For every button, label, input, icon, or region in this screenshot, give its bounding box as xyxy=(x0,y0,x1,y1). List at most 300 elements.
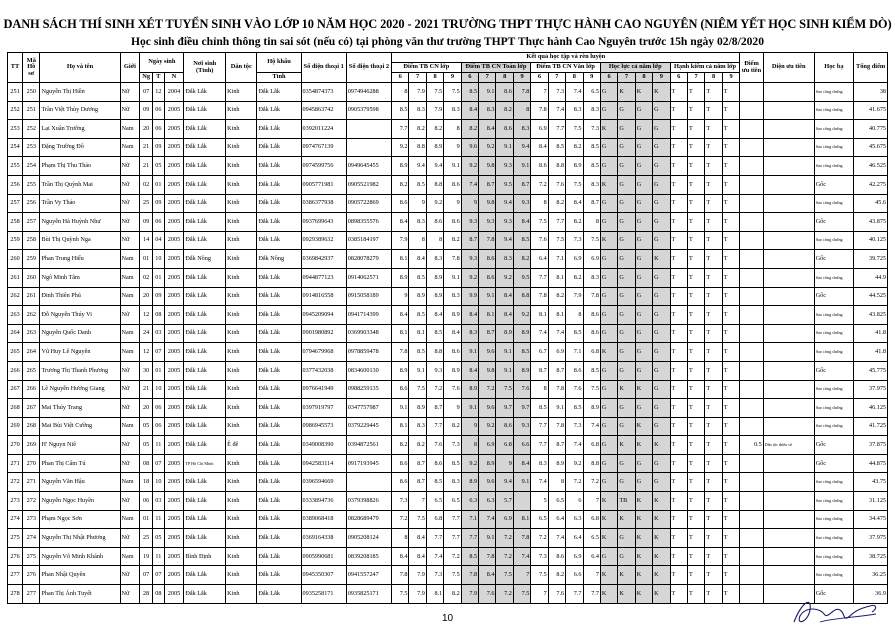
cell-diem-tb: 7.5 xyxy=(426,83,443,102)
cell-hoc-luc: G xyxy=(635,399,652,418)
cell-ten: Mai Thúy Trang xyxy=(40,399,120,418)
cell-diem-toan: 8.1 xyxy=(479,306,496,325)
cell-sdt2: 0905208124 xyxy=(346,529,391,548)
cell-t: 03 xyxy=(153,324,165,343)
cell-hoc-luc: G xyxy=(600,250,617,269)
cell-hoc-ba: Sao công chứng xyxy=(814,380,853,399)
cell-diem-toan: 9 xyxy=(496,454,513,473)
cell-diem-uu-tien xyxy=(740,492,763,511)
cell-hoc-luc: G xyxy=(635,120,652,139)
cell-ma: 250 xyxy=(23,83,40,102)
cell-sdt2: 0949645455 xyxy=(346,157,391,176)
cell-diem-van: 5 xyxy=(531,492,548,511)
cell-hoc-luc: G xyxy=(618,343,635,362)
cell-dan-toc: Kinh xyxy=(226,194,257,213)
cell-diem-van: 6.9 xyxy=(531,120,548,139)
cell-diem-van: 6.3 xyxy=(566,510,583,529)
cell-tinh: Đắk Lắk xyxy=(257,138,301,157)
col-gioi: Giới xyxy=(120,53,140,83)
cell-diem-van: 6.9 xyxy=(566,547,583,566)
cell-hanh-kiem: T xyxy=(687,250,704,269)
cell-diem-van: 8.3 xyxy=(531,454,548,473)
cell-diem-tb: 8.1 xyxy=(426,585,443,604)
cell-hanh-kiem: T xyxy=(687,343,704,362)
cell-gioi: Nữ xyxy=(120,585,140,604)
cell-ng: 30 xyxy=(140,361,153,380)
cell-diem-van: 6.5 xyxy=(583,529,600,548)
cell-noi-sinh: Đắk Lắk xyxy=(184,566,226,585)
cell-hoc-luc: K xyxy=(618,380,635,399)
cell-diem-tb: 8.6 xyxy=(444,343,461,362)
cell-dien-uu-tien xyxy=(763,454,814,473)
cell-sdt2: 0369903348 xyxy=(346,324,391,343)
cell-tong-diem: 43.75 xyxy=(854,473,888,492)
cell-hoc-luc: G xyxy=(618,101,635,120)
cell-hanh-kiem: T xyxy=(722,492,740,511)
cell-t: 07 xyxy=(153,454,165,473)
cell-diem-toan: 8.4 xyxy=(513,454,530,473)
cell-diem-toan: 9.4 xyxy=(496,473,513,492)
cell-hoc-luc: G xyxy=(653,399,670,418)
cell-tt: 274 xyxy=(8,510,23,529)
cell-ten: Phạm Thị Thu Thảo xyxy=(40,157,120,176)
cell-diem-tb: 8.9 xyxy=(392,361,409,380)
cell-tinh: Đắk Lắk xyxy=(257,399,301,418)
cell-tong-diem: 37.875 xyxy=(854,436,888,455)
cell-diem-tb: 8.2 xyxy=(392,175,409,194)
table-row xyxy=(8,436,888,455)
cell-diem-van: 7.7 xyxy=(566,585,583,604)
cell-hoc-luc: K xyxy=(635,585,652,604)
cell-dien-uu-tien xyxy=(763,473,814,492)
cell-diem-uu-tien xyxy=(740,138,763,157)
table-row xyxy=(8,83,888,102)
cell-diem-tb: 8 xyxy=(392,83,409,102)
cell-noi-sinh: Đắk Lắk xyxy=(184,138,226,157)
cell-hanh-kiem: T xyxy=(670,83,687,102)
cell-ma: 257 xyxy=(23,213,40,232)
cell-ng: 02 xyxy=(140,268,153,287)
cell-diem-tb: 7.5 xyxy=(444,566,461,585)
cell-t: 08 xyxy=(153,585,165,604)
cell-hoc-luc: G xyxy=(653,306,670,325)
cell-diem-tb: 9.4 xyxy=(409,157,426,176)
cell-diem-uu-tien: 0.5 xyxy=(740,436,763,455)
cell-diem-van: 8.9 xyxy=(566,157,583,176)
table-row xyxy=(8,547,888,566)
cell-tt: 267 xyxy=(8,380,23,399)
grade-label: 8 xyxy=(705,73,722,83)
cell-diem-van: 7.7 xyxy=(531,436,548,455)
cell-diem-uu-tien xyxy=(740,83,763,102)
cell-sdt2: 0905379598 xyxy=(346,101,391,120)
cell-diem-van: 7.5 xyxy=(566,120,583,139)
cell-hoc-luc: K xyxy=(635,83,652,102)
cell-sdt2: 0941714399 xyxy=(346,306,391,325)
cell-tt: 252 xyxy=(8,101,23,120)
cell-diem-tb: 6.8 xyxy=(426,510,443,529)
cell-t: 06 xyxy=(153,417,165,436)
cell-tt: 272 xyxy=(8,473,23,492)
col-hoc-luc: Học lực cả năm lớp xyxy=(600,63,670,73)
cell-hoc-luc: G xyxy=(635,473,652,492)
cell-tt: 263 xyxy=(8,306,23,325)
cell-ng: 20 xyxy=(140,287,153,306)
cell-noi-sinh: Đắk Lắk xyxy=(184,436,226,455)
cell-noi-sinh: Đắk Lắk xyxy=(184,473,226,492)
cell-sdt1: 0945863742 xyxy=(301,101,346,120)
cell-diem-tb: 8.4 xyxy=(392,306,409,325)
cell-hoc-luc: K xyxy=(618,83,635,102)
cell-diem-van: 8.6 xyxy=(548,547,565,566)
cell-ma: 272 xyxy=(23,492,40,511)
cell-hanh-kiem: T xyxy=(705,231,722,250)
cell-ten: Đinh Thiên Phú xyxy=(40,287,120,306)
cell-t: 11 xyxy=(153,436,165,455)
cell-sdt2: 0915058189 xyxy=(346,287,391,306)
grade-label: 6 xyxy=(531,73,548,83)
cell-diem-van: 8.5 xyxy=(566,399,583,418)
cell-dien-uu-tien xyxy=(763,324,814,343)
cell-ng: 25 xyxy=(140,194,153,213)
cell-hoc-luc: G xyxy=(618,399,635,418)
cell-diem-tb: 6.5 xyxy=(444,492,461,511)
cell-diem-toan: 8.9 xyxy=(496,324,513,343)
cell-hanh-kiem: T xyxy=(722,585,740,604)
cell-diem-toan: 8.3 xyxy=(513,120,530,139)
cell-diem-uu-tien xyxy=(740,454,763,473)
cell-hanh-kiem: T xyxy=(722,324,740,343)
cell-n: 2005 xyxy=(164,213,184,232)
cell-diem-van: 8.5 xyxy=(583,157,600,176)
cell-hoc-ba: Sao công chứng xyxy=(814,157,853,176)
cell-diem-tb: 8.6 xyxy=(444,175,461,194)
cell-diem-tb: 8.5 xyxy=(426,473,443,492)
cell-diem-toan: 9.3 xyxy=(461,250,478,269)
cell-diem-tb: 7.9 xyxy=(392,231,409,250)
cell-diem-toan: 9.1 xyxy=(496,138,513,157)
cell-diem-tb: 7.5 xyxy=(444,83,461,102)
cell-hoc-ba: Sao công chứng xyxy=(814,492,853,511)
cell-hanh-kiem: T xyxy=(722,194,740,213)
cell-hoc-luc: G xyxy=(635,306,652,325)
cell-hoc-luc: G xyxy=(618,120,635,139)
cell-diem-van: 8.6 xyxy=(566,361,583,380)
cell-diem-van: 7.8 xyxy=(583,287,600,306)
cell-ma: 254 xyxy=(23,157,40,176)
cell-tt: 260 xyxy=(8,250,23,269)
cell-diem-toan: 8.7 xyxy=(479,324,496,343)
cell-tinh: Đắk Lắk xyxy=(257,510,301,529)
cell-hoc-luc: K xyxy=(653,83,670,102)
cell-t: 06 xyxy=(153,213,165,232)
cell-diem-toan: 9.8 xyxy=(479,157,496,176)
cell-hoc-luc: G xyxy=(600,306,617,325)
cell-diem-tb: 7.3 xyxy=(392,492,409,511)
cell-diem-tb: 8.3 xyxy=(409,417,426,436)
cell-hoc-ba: Sao công chứng xyxy=(814,510,853,529)
cell-noi-sinh: Đắk Lắk xyxy=(184,268,226,287)
cell-diem-toan: 8.9 xyxy=(479,454,496,473)
cell-diem-van: 8.2 xyxy=(548,194,565,213)
cell-diem-tb: 8.8 xyxy=(426,343,443,362)
cell-hanh-kiem: T xyxy=(722,529,740,548)
cell-hoc-luc: G xyxy=(653,120,670,139)
cell-hanh-kiem: T xyxy=(705,287,722,306)
cell-n: 2005 xyxy=(164,231,184,250)
cell-hanh-kiem: T xyxy=(687,566,704,585)
cell-diem-toan: 8.6 xyxy=(496,417,513,436)
cell-sdt1: 0929389632 xyxy=(301,231,346,250)
grade-label: 7 xyxy=(479,73,496,83)
cell-ng: 06 xyxy=(140,492,153,511)
cell-t: 08 xyxy=(153,306,165,325)
cell-tong-diem: 40.775 xyxy=(854,120,888,139)
cell-hanh-kiem: T xyxy=(705,510,722,529)
cell-sdt1: 0914816558 xyxy=(301,287,346,306)
col-t: T xyxy=(153,73,165,83)
col-ho-khau: Hộ khẩu xyxy=(257,53,301,73)
cell-hanh-kiem: T xyxy=(670,473,687,492)
cell-n: 2005 xyxy=(164,343,184,362)
cell-sdt1: 0377432038 xyxy=(301,361,346,380)
cell-hoc-ba: Sao công chứng xyxy=(814,399,853,418)
cell-diem-tb: 8.9 xyxy=(426,287,443,306)
cell-ma: 263 xyxy=(23,324,40,343)
cell-diem-tb: 7.9 xyxy=(409,566,426,585)
cell-hanh-kiem: T xyxy=(670,101,687,120)
cell-diem-toan: 7.4 xyxy=(461,175,478,194)
cell-diem-tb: 7.3 xyxy=(444,436,461,455)
cell-hoc-luc: G xyxy=(635,213,652,232)
cell-diem-toan: 9.7 xyxy=(513,399,530,418)
cell-hanh-kiem: T xyxy=(722,231,740,250)
cell-diem-toan: 8.2 xyxy=(513,250,530,269)
cell-diem-toan: 9.1 xyxy=(479,83,496,102)
cell-hanh-kiem: T xyxy=(705,324,722,343)
cell-diem-van: 8.7 xyxy=(531,361,548,380)
cell-hanh-kiem: T xyxy=(705,250,722,269)
cell-tt: 253 xyxy=(8,120,23,139)
cell-diem-toan: 9.4 xyxy=(496,231,513,250)
col-ngay-sinh: Ngày sinh xyxy=(140,53,184,73)
cell-hoc-luc: G xyxy=(618,324,635,343)
cell-diem-uu-tien xyxy=(740,529,763,548)
cell-hanh-kiem: T xyxy=(722,436,740,455)
cell-diem-uu-tien xyxy=(740,268,763,287)
cell-ma: 265 xyxy=(23,361,40,380)
cell-sdt2: 0385184197 xyxy=(346,231,391,250)
cell-hanh-kiem: T xyxy=(687,473,704,492)
cell-diem-tb: 8.9 xyxy=(392,157,409,176)
cell-diem-van: 8.1 xyxy=(548,268,565,287)
cell-diem-tb: 8.6 xyxy=(392,194,409,213)
cell-tong-diem: 45.6 xyxy=(854,194,888,213)
cell-hanh-kiem: T xyxy=(722,83,740,102)
cell-diem-tb: 7.8 xyxy=(444,250,461,269)
cell-dien-uu-tien xyxy=(763,510,814,529)
cell-sdt2: 0898355576 xyxy=(346,213,391,232)
cell-diem-van: 7.9 xyxy=(566,287,583,306)
cell-hoc-luc: G xyxy=(618,417,635,436)
cell-hanh-kiem: T xyxy=(687,547,704,566)
cell-tt: 271 xyxy=(8,454,23,473)
cell-diem-tb: 7.7 xyxy=(392,120,409,139)
cell-gioi: Nam xyxy=(120,120,140,139)
cell-tt: 275 xyxy=(8,529,23,548)
cell-gioi: Nữ xyxy=(120,454,140,473)
cell-tong-diem: 41.725 xyxy=(854,417,888,436)
cell-hanh-kiem: T xyxy=(722,287,740,306)
cell-diem-toan: 7.4 xyxy=(513,547,530,566)
cell-hanh-kiem: T xyxy=(722,157,740,176)
cell-ten: Nguyễn Thị Nhật Phương xyxy=(40,529,120,548)
cell-hoc-ba: Gốc xyxy=(814,213,853,232)
cell-diem-van: 6.6 xyxy=(566,566,583,585)
cell-hoc-luc: G xyxy=(635,175,652,194)
cell-hoc-ba: Gốc xyxy=(814,287,853,306)
cell-hanh-kiem: T xyxy=(687,492,704,511)
cell-dien-uu-tien xyxy=(763,268,814,287)
table-row xyxy=(8,287,888,306)
cell-hoc-luc: G xyxy=(618,547,635,566)
cell-diem-tb: 9.1 xyxy=(409,361,426,380)
cell-gioi: Nam xyxy=(120,138,140,157)
cell-hoc-ba: Sao công chứng xyxy=(814,268,853,287)
cell-diem-tb: 8.3 xyxy=(444,101,461,120)
cell-sdt1: 0389068418 xyxy=(301,510,346,529)
cell-gioi: Nam xyxy=(120,250,140,269)
cell-tong-diem: 43.825 xyxy=(854,306,888,325)
cell-sdt1: 0986945573 xyxy=(301,417,346,436)
cell-sdt1: 0935258171 xyxy=(301,585,346,604)
cell-ten: Trần Vy Thảo xyxy=(40,194,120,213)
cell-hanh-kiem: T xyxy=(670,361,687,380)
cell-diem-toan: 9.1 xyxy=(513,157,530,176)
grade-label: 9 xyxy=(722,73,740,83)
cell-diem-toan: 8.9 xyxy=(461,473,478,492)
cell-diem-van: 8.2 xyxy=(566,213,583,232)
cell-tong-diem: 31.125 xyxy=(854,492,888,511)
cell-hoc-luc: G xyxy=(618,361,635,380)
cell-sdt1: 0392011224 xyxy=(301,120,346,139)
cell-diem-toan: 7.8 xyxy=(513,83,530,102)
cell-ng: 25 xyxy=(140,529,153,548)
cell-diem-van: 6 xyxy=(566,492,583,511)
cell-gioi: Nữ xyxy=(120,306,140,325)
col-diem-tb: Điểm TB CN lớp xyxy=(392,63,462,73)
cell-diem-toan xyxy=(513,492,530,511)
cell-sdt2: 0834600130 xyxy=(346,361,391,380)
cell-tt: 265 xyxy=(8,343,23,362)
cell-hanh-kiem: T xyxy=(670,510,687,529)
cell-hanh-kiem: T xyxy=(670,324,687,343)
cell-diem-van: 8.2 xyxy=(548,566,565,585)
cell-hoc-luc: G xyxy=(600,417,617,436)
cell-diem-toan: 9.2 xyxy=(496,268,513,287)
cell-diem-toan: 9.8 xyxy=(479,194,496,213)
cell-hanh-kiem: T xyxy=(687,287,704,306)
grade-label: 7 xyxy=(618,73,635,83)
grade-label: 8 xyxy=(635,73,652,83)
cell-sdt1: 0794679968 xyxy=(301,343,346,362)
cell-dan-toc: Kinh xyxy=(226,492,257,511)
cell-hoc-luc: G xyxy=(600,324,617,343)
cell-noi-sinh: Đắk Lắk xyxy=(184,399,226,418)
cell-ng: 14 xyxy=(140,231,153,250)
grade-label: 7 xyxy=(409,73,426,83)
cell-diem-toan: 9.3 xyxy=(496,213,513,232)
cell-dan-toc: Kinh xyxy=(226,473,257,492)
cell-diem-uu-tien xyxy=(740,194,763,213)
cell-hoc-ba: Sao công chứng xyxy=(814,417,853,436)
cell-tt: 268 xyxy=(8,399,23,418)
cell-gioi: Nữ xyxy=(120,436,140,455)
cell-diem-van: 7.3 xyxy=(566,231,583,250)
cell-sdt1: 0945209094 xyxy=(301,306,346,325)
cell-hanh-kiem: T xyxy=(705,547,722,566)
cell-hoc-luc: K xyxy=(600,492,617,511)
cell-hoc-luc: G xyxy=(618,138,635,157)
cell-hanh-kiem: T xyxy=(687,454,704,473)
cell-diem-toan: 8 xyxy=(461,436,478,455)
cell-n: 2005 xyxy=(164,324,184,343)
cell-n: 2005 xyxy=(164,566,184,585)
cell-hanh-kiem: T xyxy=(670,268,687,287)
cell-sdt2: 0828078279 xyxy=(346,250,391,269)
cell-diem-toan: 8.6 xyxy=(496,120,513,139)
cell-hanh-kiem: T xyxy=(687,324,704,343)
cell-tinh: Đắk Lắk xyxy=(257,436,301,455)
cell-hanh-kiem: T xyxy=(705,83,722,102)
cell-hanh-kiem: T xyxy=(705,473,722,492)
cell-tong-diem: 42.275 xyxy=(854,175,888,194)
cell-diem-van: 7.6 xyxy=(548,175,565,194)
cell-t: 10 xyxy=(153,473,165,492)
cell-n: 2005 xyxy=(164,138,184,157)
cell-dien-uu-tien xyxy=(763,213,814,232)
cell-tinh: Đắk Lắk xyxy=(257,287,301,306)
cell-tinh: Đắk Lắk xyxy=(257,231,301,250)
cell-dien-uu-tien: Dân tộc thiểu số xyxy=(763,436,814,455)
cell-sdt1: 0974599756 xyxy=(301,157,346,176)
cell-diem-uu-tien xyxy=(740,324,763,343)
cell-hoc-luc: K xyxy=(653,436,670,455)
cell-ng: 05 xyxy=(140,417,153,436)
table-row xyxy=(8,306,888,325)
cell-t: 10 xyxy=(153,380,165,399)
cell-diem-tb: 8.9 xyxy=(444,306,461,325)
cell-hoc-luc: G xyxy=(653,287,670,306)
cell-hoc-luc: G xyxy=(618,250,635,269)
cell-ng: 09 xyxy=(140,101,153,120)
cell-tong-diem: 45.775 xyxy=(854,361,888,380)
cell-hoc-luc: K xyxy=(600,175,617,194)
cell-hoc-luc: G xyxy=(653,343,670,362)
cell-diem-tb: 9.1 xyxy=(444,157,461,176)
cell-sdt1: 0976641949 xyxy=(301,380,346,399)
cell-hanh-kiem: T xyxy=(705,436,722,455)
cell-hoc-luc: G xyxy=(600,194,617,213)
cell-diem-tb: 8.4 xyxy=(409,547,426,566)
cell-hanh-kiem: T xyxy=(687,120,704,139)
cell-diem-van: 7.3 xyxy=(583,120,600,139)
cell-ng: 07 xyxy=(140,566,153,585)
cell-diem-tb: 7.3 xyxy=(426,566,443,585)
cell-sdt1: 0905990681 xyxy=(301,547,346,566)
cell-hoc-ba: Gốc xyxy=(814,250,853,269)
cell-diem-toan: 7.2 xyxy=(496,547,513,566)
